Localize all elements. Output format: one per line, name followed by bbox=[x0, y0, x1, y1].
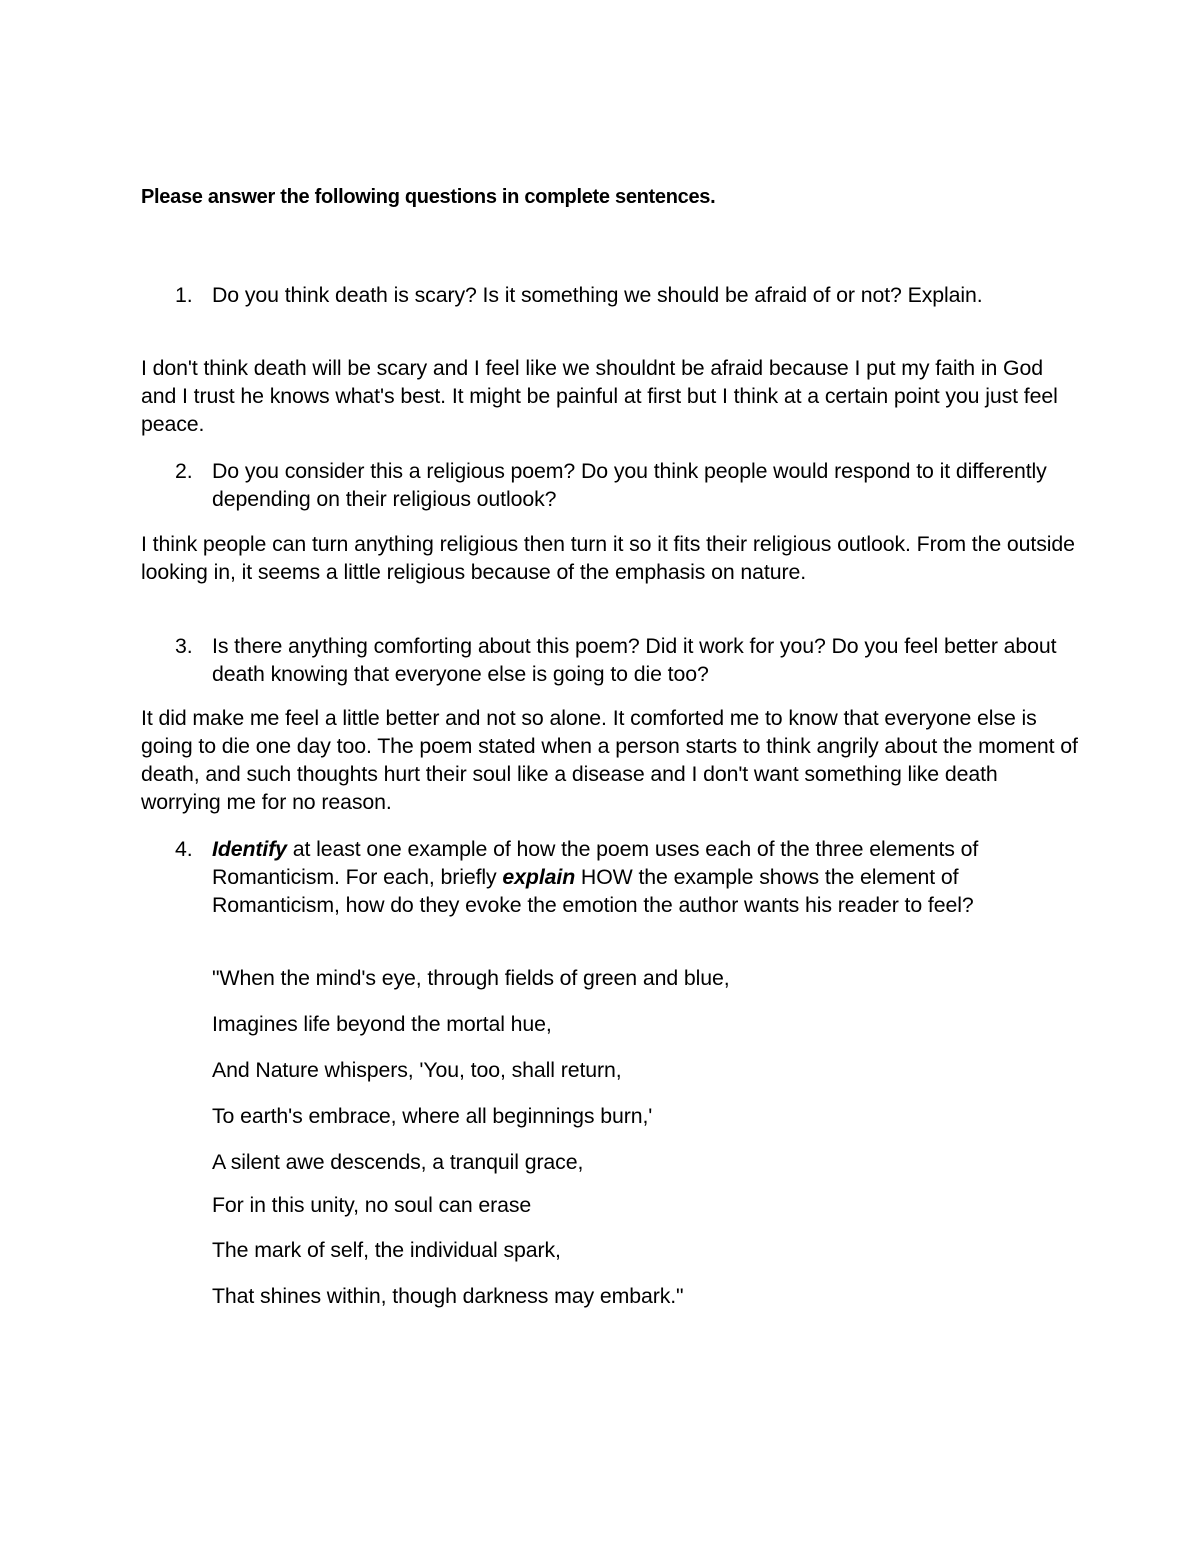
poem-line: To earth's embrace, where all beginnings burn,' bbox=[212, 1104, 653, 1128]
poem-line: A silent awe descends, a tranquil grace, bbox=[212, 1150, 584, 1174]
question-number: 4. bbox=[175, 837, 193, 861]
question-number: 2. bbox=[175, 459, 193, 483]
question-text-part-a: at least one example of how the poem uses each of the three elements of Romanticism. For each, briefly bbox=[212, 837, 979, 889]
question-text-part-b: HOW the example shows the element of Romanticism, how do they evoke the emotion the author wants his reader to feel? bbox=[212, 865, 974, 917]
poem-line: That shines within, though darkness may embark." bbox=[212, 1284, 684, 1308]
poem-line: Imagines life beyond the mortal hue, bbox=[212, 1012, 552, 1036]
poem-line: "When the mind's eye, through fields of green and blue, bbox=[212, 966, 730, 990]
poem-line: And Nature whispers, 'You, too, shall return, bbox=[212, 1058, 622, 1082]
answer-1: I don't think death will be scary and I feel like we shouldnt be afraid because I put my faith in God and I trust he knows what's best. It might be painful at first but I think at a certain point you just feel peace. bbox=[141, 356, 1058, 436]
question-2 bbox=[175, 457, 1072, 513]
answer-2: I think people can turn anything religious then turn it so it fits their religious outlook. From the outside looking in, it seems a little religious because of the emphasis on nature. bbox=[141, 532, 1075, 584]
explain-emphasis: explain bbox=[502, 865, 576, 889]
identify-emphasis: Identify bbox=[212, 837, 287, 861]
question-4 bbox=[175, 835, 1072, 919]
question-1 bbox=[175, 281, 1072, 309]
question-text: Do you think death is scary? Is it something we should be afraid of or not? Explain. bbox=[212, 283, 983, 307]
question-number: 3. bbox=[175, 634, 193, 658]
poem-line: The mark of self, the individual spark, bbox=[212, 1238, 561, 1262]
question-number: 1. bbox=[175, 283, 193, 307]
question-text: Do you consider this a religious poem? Do you think people would respond to it differently depending on their religious outlook? bbox=[212, 459, 1047, 511]
question-text: Is there anything comforting about this poem? Did it work for you? Do you feel better about death knowing that everyone else is going to die too? bbox=[212, 634, 1057, 686]
poem-line: For in this unity, no soul can erase bbox=[212, 1193, 532, 1217]
instructions-heading: Please answer the following questions in complete sentences. bbox=[141, 186, 716, 208]
answer-3: It did make me feel a little better and not so alone. It comforted me to know that everyone else is going to die one day too. The poem stated when a person starts to think angrily about the moment of death, and such thoughts hurt their soul like a disease and I don't want something like death worrying me for no reason. bbox=[141, 706, 1078, 814]
question-3 bbox=[175, 632, 1072, 688]
